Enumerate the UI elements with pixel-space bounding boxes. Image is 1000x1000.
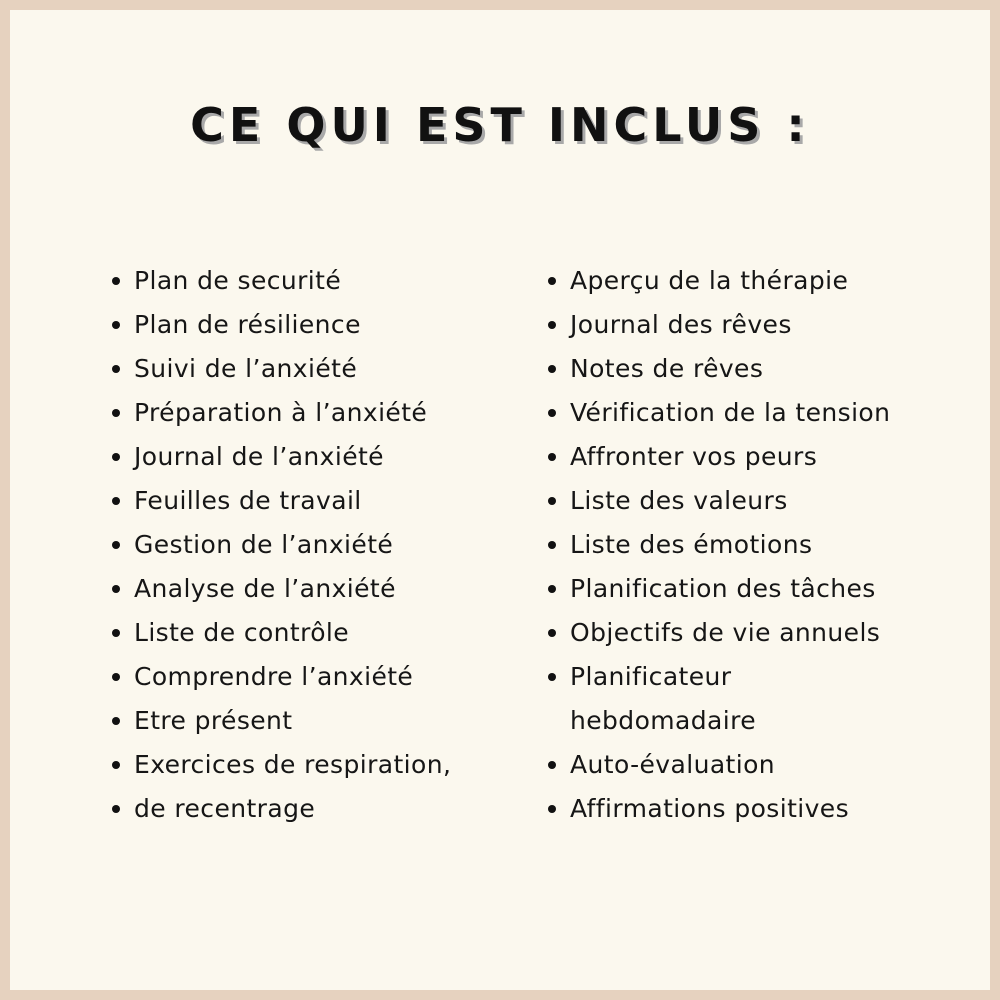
list-item (548, 391, 890, 435)
list-item-label: Préparation à l’anxiété (134, 398, 428, 427)
bullet-icon (112, 541, 120, 549)
list-item (112, 259, 451, 303)
list-item-label: Vérification de la tension (570, 398, 891, 427)
list-item-label: Auto-évaluation (570, 750, 776, 779)
bullet-icon (548, 673, 556, 681)
list-item-continuation (548, 699, 890, 743)
list-item (112, 699, 451, 743)
bullet-icon (548, 761, 556, 769)
list-item-label: Planificateur (570, 662, 732, 691)
list-item (548, 611, 890, 655)
bullet-icon (548, 497, 556, 505)
list-item-label: Liste de contrôle (134, 618, 350, 647)
list-item-label: Plan de securité (134, 266, 342, 295)
list-item (112, 523, 451, 567)
bullet-icon (548, 453, 556, 461)
list-item (112, 743, 451, 787)
list-item-label: Etre présent (134, 706, 293, 735)
bullet-icon (548, 365, 556, 373)
bullet-icon (548, 321, 556, 329)
bullet-icon (112, 629, 120, 637)
bullet-icon (548, 585, 556, 593)
page-title: CE QUI EST INCLUS : (190, 98, 810, 152)
included-list-right (548, 259, 890, 831)
list-item-label: Notes de rêves (570, 354, 764, 383)
list-item (548, 303, 890, 347)
list-item (548, 435, 890, 479)
list-item-label: Affronter vos peurs (570, 442, 818, 471)
bullet-icon (112, 497, 120, 505)
bullet-icon (112, 409, 120, 417)
bullet-icon (548, 409, 556, 417)
bullet-icon (112, 453, 120, 461)
included-list-left (112, 259, 451, 831)
list-item (548, 523, 890, 567)
list-item-label: de recentrage (134, 794, 316, 823)
list-item (112, 303, 451, 347)
bullet-icon (112, 805, 120, 813)
bullet-icon (112, 585, 120, 593)
list-item (548, 347, 890, 391)
list-item (112, 479, 451, 523)
list-item-label: Liste des émotions (570, 530, 813, 559)
bullet-icon (112, 321, 120, 329)
bullet-icon (112, 717, 120, 725)
list-item-label: Journal de l’anxiété (134, 442, 384, 471)
list-item-label: Feuilles de travail (134, 486, 362, 515)
list-item-label: Analyse de l’anxiété (134, 574, 396, 603)
list-item-label: Gestion de l’anxiété (134, 530, 394, 559)
list-item-label: Liste des valeurs (570, 486, 788, 515)
bullet-icon (112, 761, 120, 769)
bullet-icon (548, 277, 556, 285)
bullet-icon (112, 673, 120, 681)
list-item (548, 787, 890, 831)
list-item (112, 611, 451, 655)
list-item-label: Plan de résilience (134, 310, 361, 339)
list-item-label: Suivi de l’anxiété (134, 354, 358, 383)
bullet-icon (548, 805, 556, 813)
list-item (548, 479, 890, 523)
list-item-label: Aperçu de la thérapie (570, 266, 849, 295)
list-item (112, 347, 451, 391)
list-item-label: hebdomadaire (570, 706, 756, 735)
bullet-icon (548, 629, 556, 637)
list-item-label: Journal des rêves (570, 310, 792, 339)
list-item-label: Planification des tâches (570, 574, 876, 603)
list-item (112, 391, 451, 435)
list-item (548, 259, 890, 303)
bullet-icon (548, 541, 556, 549)
bullet-icon (112, 365, 120, 373)
list-item (548, 743, 890, 787)
list-item (112, 567, 451, 611)
list-item (112, 655, 451, 699)
list-item-label: Comprendre l’anxiété (134, 662, 414, 691)
list-item (548, 655, 890, 699)
list-item (548, 567, 890, 611)
list-item-label: Affirmations positives (570, 794, 850, 823)
list-item-label: Objectifs de vie annuels (570, 618, 881, 647)
list-item (112, 787, 451, 831)
list-item-label: Exercices de respiration, (134, 750, 452, 779)
bullet-icon (112, 277, 120, 285)
list-item (112, 435, 451, 479)
